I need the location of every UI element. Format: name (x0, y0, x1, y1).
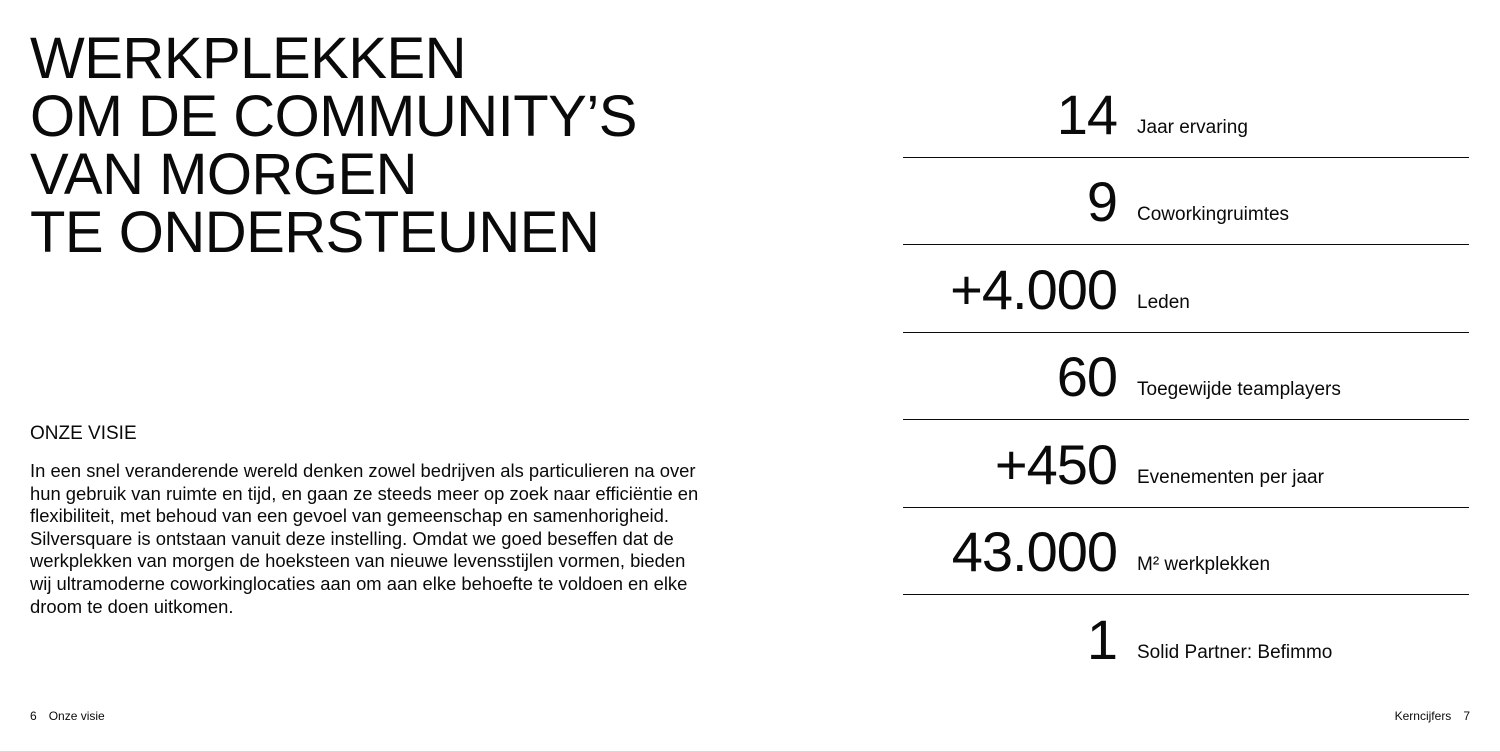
key-figure-label: Solid Partner: Befimmo (1137, 641, 1333, 663)
key-figure-value: 9 (1086, 170, 1117, 233)
key-figure-value: +450 (994, 432, 1117, 496)
key-figure-label: Evenementen per jaar (1137, 466, 1324, 488)
key-figure-value: 60 (1056, 345, 1117, 408)
footer-left (30, 709, 105, 723)
key-figure-row (903, 420, 1469, 508)
key-figure-label: M² werkplekken (1137, 554, 1271, 575)
headline-line: TE ONDERSTEUNEN (30, 200, 600, 265)
key-figure-value: 43.000 (951, 520, 1117, 583)
key-figure-row (903, 245, 1469, 333)
key-figures-list (903, 70, 1469, 682)
key-figure-row (903, 70, 1469, 158)
section-name-left: Onze visie (48, 709, 105, 723)
page-number-left: 6 (30, 709, 37, 723)
headline-line: OM DE COMMUNITY’S (30, 84, 637, 149)
key-figure-row (903, 508, 1469, 596)
key-figure-label: Leden (1137, 291, 1190, 313)
key-figure-row (903, 158, 1469, 246)
footer-right (1395, 709, 1470, 723)
section-name-right: Kerncijfers (1394, 709, 1452, 723)
page-headline (30, 26, 637, 265)
page-number-right: 7 (1463, 709, 1470, 723)
key-figure-value: 14 (1056, 82, 1117, 146)
headline-line: WERKPLEKKEN (30, 26, 467, 91)
key-figure-row (903, 595, 1469, 682)
key-figure-label: Coworkingruimtes (1137, 204, 1290, 225)
key-figure-value: +4.000 (950, 257, 1117, 321)
vision-body-text: In een snel veranderende wereld denken zowel bedrijven als particulieren na over hun gebruik van ruimte en tijd, en gaan ze steeds meer op zoek naar efficiëntie en flexibiliteit, met behoud van een gevoel van gemeenschap en samenhorigheid. Silversquare is ontstaan vanuit deze instelling. Omdat we goed beseffen dat de werkplekken van morgen de hoeksteen van nieuwe levensstijlen vormen, bieden wij ultramoderne coworkinglocaties aan om aan elke behoefte te voldoen en elke droom te doen uitkomen. (30, 460, 699, 617)
key-figure-value: 1 (1086, 607, 1117, 671)
headline-line: VAN MORGEN (30, 142, 418, 207)
key-figure-label: Toegewijde teamplayers (1137, 379, 1341, 400)
key-figure-row (903, 333, 1469, 421)
vision-heading: ONZE VISIE (30, 423, 137, 444)
key-figure-label: Jaar ervaring (1137, 116, 1248, 138)
